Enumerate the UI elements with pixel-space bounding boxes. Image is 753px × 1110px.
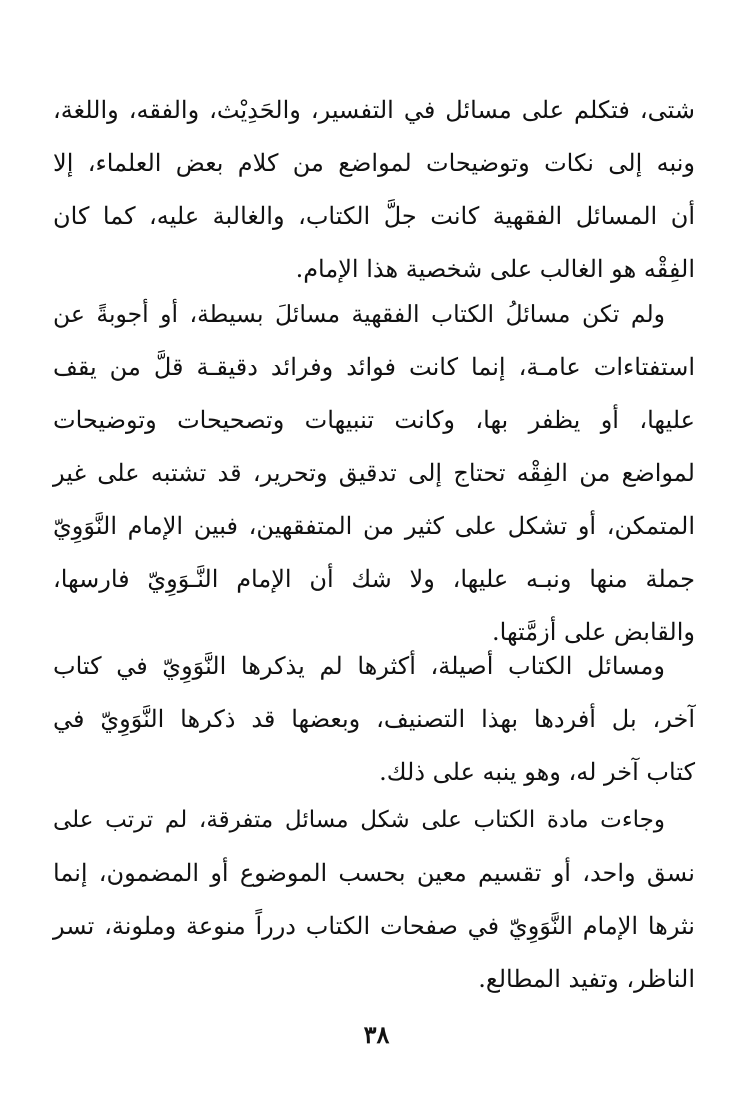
text-line: نثرها الإمام النَّوَوِيّ في صفحات الكتاب درراً منوعة وملونة، تسر (53, 912, 695, 940)
text-line: وجاءت مادة الكتاب على شكل مسائل متفرقة، لم ترتب على (53, 807, 665, 833)
text-line: أن المسائل الفقهية كانت جلَّ الكتاب، والغالبة عليه، كما كان (53, 202, 695, 230)
text-line: عليها، أو يظفر بها، وكانت تنبيهات وتصحيحات وتوضيحات (53, 406, 695, 434)
page-number: ٣٨ (363, 1020, 390, 1049)
paragraph-1 (53, 84, 695, 296)
paragraph-2 (53, 288, 695, 659)
text-line: ولم تكن مسائلُ الكتاب الفقهية مسائلَ بسيطة، أو أجوبةً عن (53, 300, 665, 328)
text-line: جملة منها ونبـه عليها، ولا شك أن الإمام النَّـوَوِيّ فارسها، (53, 565, 695, 593)
text-line: الفِقْه هو الغالب على شخصية هذا الإمام. (295, 255, 695, 283)
text-line: المتمكن، أو تشكل على كثير من المتفقهين، فبين الإمام النَّوَوِيّ (53, 512, 695, 540)
text-line: لمواضع من الفِقْه تحتاج إلى تدقيق وتحرير، قد تشتبه على غير (53, 459, 695, 487)
text-line: كتاب آخر له، وهو ينبه على ذلك. (379, 758, 695, 786)
text-line: استفتاءات عامـة، إنما كانت فوائد وفرائد دقيقـة قلَّ من يقف (53, 353, 695, 381)
paragraph-3 (53, 640, 695, 799)
text-line: ونبه إلى نكات وتوضيحات لمواضع من كلام بعض العلماء، إلا (53, 149, 695, 177)
text-line: الناظر، وتفيد المطالع. (478, 965, 695, 993)
text-line: شتى، فتكلم على مسائل في التفسير، والحَدِيْث، والفقه، واللغة، (53, 96, 695, 124)
paragraph-4 (53, 794, 695, 1006)
text-line: آخر، بل أفردها بهذا التصنيف، وبعضها قد ذكرها النَّوَوِيّ في (53, 705, 695, 733)
text-line: نسق واحد، أو تقسيم معين بحسب الموضوع أو المضمون، إنما (53, 859, 695, 887)
text-line: ومسائل الكتاب أصيلة، أكثرها لم يذكرها النَّوَوِيّ في كتاب (53, 652, 665, 680)
text-line: والقابض على أزمَّتها. (492, 618, 695, 646)
